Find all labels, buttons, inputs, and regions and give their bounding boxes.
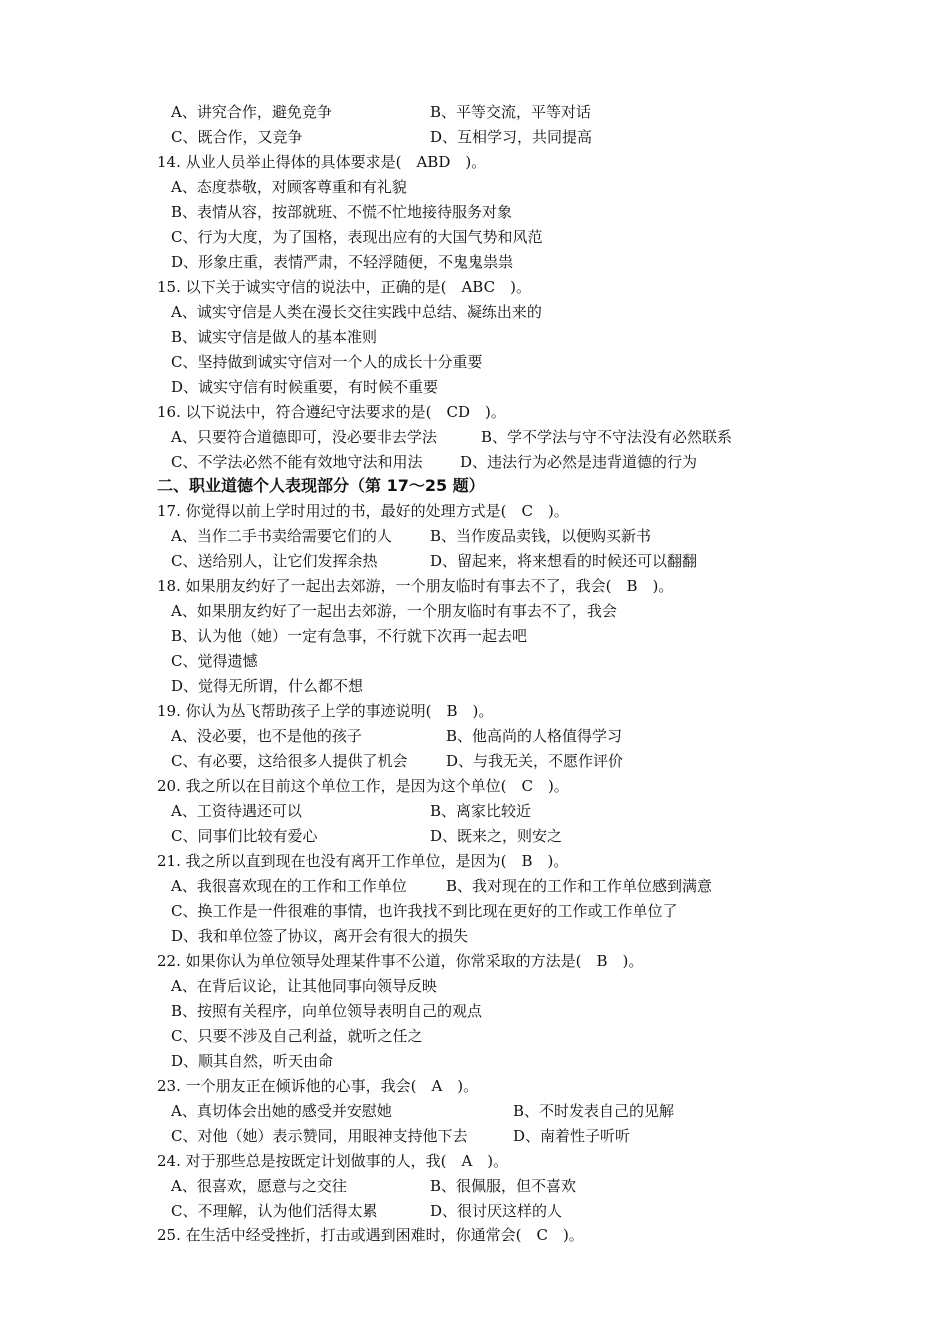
q24-option-c: C、不理解，认为他们活得太累 — [171, 1202, 378, 1220]
q13-option-a: A、讲究合作，避免竞争 — [171, 103, 332, 121]
q23-stem: 23. 一个朋友正在倾诉他的心事，我会( A )。 — [157, 1077, 479, 1095]
q19-stem: 19. 你认为丛飞帮助孩子上学的事迹说明( B )。 — [157, 702, 494, 720]
section-heading: 二、职业道德个人表现部分（第 17～25 题） — [157, 476, 485, 495]
q23-option-d: D、南着性子听听 — [513, 1127, 631, 1145]
q21-option-d: D、我和单位签了协议，离开会有很大的损失 — [171, 927, 469, 945]
q15-stem: 15. 以下关于诚实守信的说法中，正确的是( ABC )。 — [157, 278, 531, 296]
q24-option-d: D、很讨厌这样的人 — [430, 1202, 563, 1220]
q20-option-d: D、既来之，则安之 — [430, 827, 563, 845]
q18-option-d: D、觉得无所谓，什么都不想 — [171, 677, 364, 695]
q25-stem: 25. 在生活中经受挫折，打击或遇到困难时，你通常会( C )。 — [157, 1226, 584, 1244]
q23-option-b: B、不时发表自己的见解 — [513, 1102, 675, 1120]
q19-option-b: B、他高尚的人格值得学习 — [446, 727, 623, 745]
q20-option-b: B、离家比较近 — [430, 802, 532, 820]
q17-option-b: B、当作废品卖钱，以便购买新书 — [430, 527, 652, 545]
q21-option-b: B、我对现在的工作和工作单位感到满意 — [446, 877, 713, 895]
q14-stem: 14. 从业人员举止得体的具体要求是( ABD )。 — [157, 153, 487, 171]
q18-option-c: C、觉得遗憾 — [171, 652, 258, 670]
q15-option-c: C、坚持做到诚实守信对一个人的成长十分重要 — [171, 353, 483, 371]
q20-option-a: A、工资待遇还可以 — [171, 802, 302, 820]
q14-option-c: C、行为大度，为了国格，表现出应有的大国气势和风范 — [171, 228, 543, 246]
q16-option-b: B、学不学法与守不守法没有必然联系 — [481, 428, 733, 446]
q18-option-a: A、如果朋友约好了一起出去郊游，一个朋友临时有事去不了，我会 — [171, 602, 617, 620]
q19-option-d: D、与我无关，不愿作评价 — [446, 752, 624, 770]
q13-option-c: C、既合作，又竞争 — [171, 128, 303, 146]
q22-stem: 22. 如果你认为单位领导处理某件事不公道，你常采取的方法是( B )。 — [157, 952, 644, 970]
q17-stem: 17. 你觉得以前上学时用过的书，最好的处理方式是( C )。 — [157, 502, 569, 520]
q16-option-a: A、只要符合道德即可，没必要非去学法 — [171, 428, 437, 446]
q21-option-c: C、换工作是一件很难的事情，也许我找不到比现在更好的工作或工作单位了 — [171, 902, 678, 920]
q14-option-a: A、态度恭敬，对顾客尊重和有礼貌 — [171, 178, 407, 196]
q16-option-c: C、不学法必然不能有效地守法和用法 — [171, 453, 423, 471]
q13-option-d: D、互相学习，共同提高 — [430, 128, 593, 146]
q17-option-c: C、送给别人，让它们发挥余热 — [171, 552, 378, 570]
q19-option-a: A、没必要，也不是他的孩子 — [171, 727, 362, 745]
q24-option-a: A、很喜欢，愿意与之交往 — [171, 1177, 347, 1195]
q15-option-a: A、诚实守信是人类在漫长交往实践中总结、凝练出来的 — [171, 303, 542, 321]
q14-option-b: B、表情从容，按部就班、不慌不忙地接待服务对象 — [171, 203, 513, 221]
q22-option-c: C、只要不涉及自己利益，就听之任之 — [171, 1027, 423, 1045]
q16-option-d: D、违法行为必然是违背道德的行为 — [460, 453, 698, 471]
q14-option-d: D、形象庄重，表情严肃，不轻浮随便，不鬼鬼祟祟 — [171, 253, 514, 271]
q20-stem: 20. 我之所以在目前这个单位工作，是因为这个单位( C )。 — [157, 777, 569, 795]
q21-stem: 21. 我之所以直到现在也没有离开工作单位，是因为( B )。 — [157, 852, 569, 870]
q17-option-d: D、留起来，将来想看的时候还可以翻翻 — [430, 552, 698, 570]
q24-option-b: B、很佩服，但不喜欢 — [430, 1177, 577, 1195]
q24-stem: 24. 对于那些总是按既定计划做事的人，我( A )。 — [157, 1152, 509, 1170]
q13-option-b: B、平等交流，平等对话 — [430, 103, 592, 121]
q15-option-d: D、诚实守信有时候重要，有时候不重要 — [171, 378, 439, 396]
q23-option-a: A、真切体会出她的感受并安慰她 — [171, 1102, 392, 1120]
q21-option-a: A、我很喜欢现在的工作和工作单位 — [171, 877, 407, 895]
q18-option-b: B、认为他（她）一定有急事，不行就下次再一起去吧 — [171, 627, 528, 645]
q17-option-a: A、当作二手书卖给需要它们的人 — [171, 527, 392, 545]
q16-stem: 16. 以下说法中，符合遵纪守法要求的是( CD )。 — [157, 403, 506, 421]
q15-option-b: B、诚实守信是做人的基本准则 — [171, 328, 378, 346]
q22-option-b: B、按照有关程序，向单位领导表明自己的观点 — [171, 1002, 483, 1020]
q18-stem: 18. 如果朋友约好了一起出去郊游，一个朋友临时有事去不了，我会( B )。 — [157, 577, 674, 595]
q20-option-c: C、同事们比较有爱心 — [171, 827, 318, 845]
q23-option-c: C、对他（她）表示赞同，用眼神支持他下去 — [171, 1127, 468, 1145]
q19-option-c: C、有必要，这给很多人提供了机会 — [171, 752, 408, 770]
q22-option-a: A、在背后议论，让其他同事向领导反映 — [171, 977, 437, 995]
q22-option-d: D、顺其自然，听天由命 — [171, 1052, 334, 1070]
